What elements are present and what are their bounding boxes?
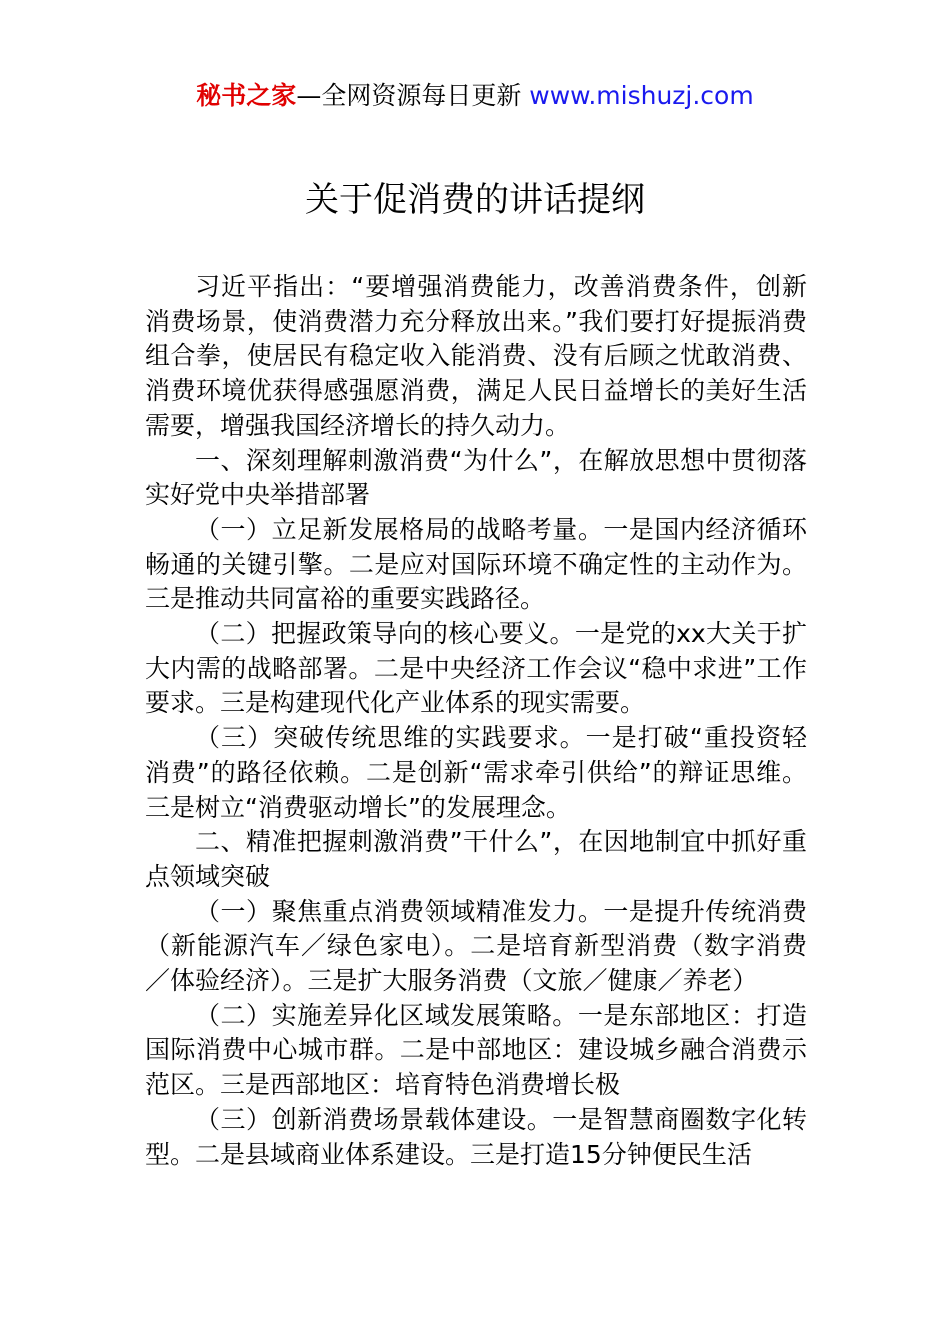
site-brand: 秘书之家: [196, 81, 297, 110]
paragraph-2-3: （三）创新消费场景载体建设。一是智慧商圈数字化转型。二是县域商业体系建设。三是打造15分钟便民生活: [145, 1104, 807, 1169]
document-title: 关于促消费的讲话提纲: [305, 180, 645, 220]
heading-section-1: 一、深刻理解刺激消费“为什么”，在解放思想中贯彻落实好党中央举措部署: [145, 445, 807, 510]
paragraph-1-2: （二）把握政策导向的核心要义。一是党的xx大关于扩大内需的战略部署。二是中央经济工作会议“稳中求进”工作要求。三是构建现代化产业体系的现实需要。: [145, 619, 807, 718]
paragraph-intro: 习近平指出：“要增强消费能力，改善消费条件，创新消费场景，使消费潜力充分释放出来。”我们要打好提振消费组合拳，使居民有稳定收入能消费、没有后顾之忧敢消费、消费环境优获得感强愿消费，满足人民日益增长的美好生活需要，增强我国经济增长的持久动力。: [145, 272, 807, 440]
site-url-link[interactable]: www.mishuzj.com: [529, 81, 754, 110]
paragraph-1-1: （一）立足新发展格局的战略考量。一是国内经济循环畅通的关键引擎。二是应对国际环境不确定性的主动作为。三是推动共同富裕的重要实践路径。: [145, 514, 807, 614]
site-header: [0, 80, 950, 112]
paragraph-1-3: （三）突破传统思维的实践要求。一是打破“重投资轻消费”的路径依赖。二是创新“需求牵引供给”的辩证思维。三是树立“消费驱动增长”的发展理念。: [145, 723, 807, 822]
heading-section-2: 二、精准把握刺激消费”干什么”，在因地制宜中抓好重点领域突破: [145, 827, 807, 891]
document-body: [145, 270, 807, 1172]
paragraph-2-1: （一）聚焦重点消费领域精准发力。一是提升传统消费（新能源汽车／绿色家电）。二是培育新型消费（数字消费／体验经济）。三是扩大服务消费（文旅／健康／养老）: [145, 896, 807, 996]
paragraph-2-2: （二）实施差异化区域发展策略。一是东部地区：打造国际消费中心城市群。二是中部地区：建设城乡融合消费示范区。三是西部地区：培育特色消费增长极: [145, 1000, 807, 1100]
site-tagline: —全网资源每日更新: [296, 81, 522, 110]
